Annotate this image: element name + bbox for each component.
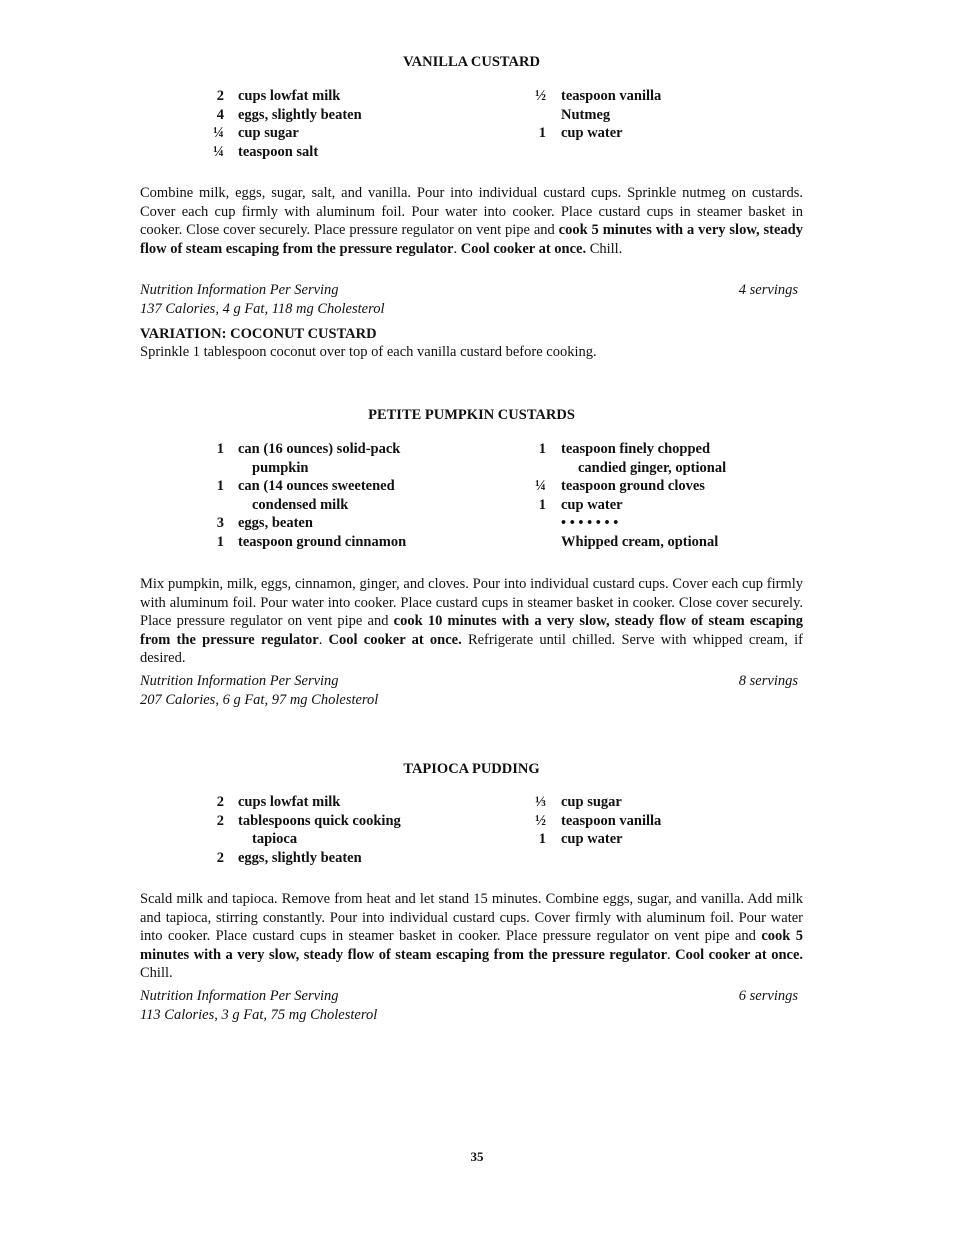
ingredient-qty: 1 (538, 496, 546, 513)
ingredient-row (140, 514, 803, 533)
variation-title: VARIATION: COCONUT CUSTARD (140, 326, 377, 342)
ingredients-right-pumpkin (140, 440, 803, 552)
ingredient-qty: 2 (216, 849, 224, 866)
directions-vanilla (140, 184, 803, 258)
ingredient-text: cup water (561, 831, 623, 848)
directions-text: Refrigerate until chilled. Serve with whipped cream, if desired. (140, 631, 804, 667)
ingredient-qty: 3 (216, 515, 224, 532)
ingredient-qty: 2 (216, 794, 224, 810)
ingredient-text: condensed milk (252, 496, 349, 513)
ingredient-qty: 4 (216, 106, 224, 123)
ingredient-qty: 1 (538, 441, 546, 457)
directions-text: . (453, 240, 461, 257)
ingredient-row (140, 143, 803, 162)
ingredient-text: cup sugar (561, 794, 622, 810)
ingredient-row (140, 793, 803, 812)
ingredient-text: Nutmeg (561, 106, 611, 123)
directions-tapioca (140, 890, 803, 983)
ingredient-text: teaspoon ground cinnamon (238, 533, 407, 550)
nutrition-tapioca (140, 987, 798, 1024)
ingredient-separator: • • • • • • • (561, 515, 619, 532)
directions-text: Combine milk, eggs, sugar, salt, and vanilla. Pour into individual custard cups. Sprinkle nutmeg on custards. Cover each cup firmly with aluminum foil. Pour water into cooker. Place custard cups in steamer basket in cooker. Close cover securely. Place pressure regulator on vent pipe and (140, 185, 803, 239)
servings: 8 servings (738, 673, 798, 689)
ingredient-qty: 2 (216, 88, 224, 104)
ingredient-qty: ¼ (535, 478, 546, 495)
ingredient-qty: 2 (216, 812, 224, 829)
ingredient-qty: ½ (535, 812, 546, 829)
ingredients-right-vanilla (140, 87, 803, 143)
ingredient-text: candied ginger, optional (578, 459, 727, 476)
ingredient-text: cups lowfat milk (238, 88, 341, 104)
ingredient-qty: 1 (216, 478, 224, 495)
ingredient-text: Whipped cream, optional (561, 533, 719, 550)
ingredient-row (140, 477, 803, 496)
ingredients-right-tapioca (140, 793, 803, 849)
recipe-title-vanilla-custard: VANILLA CUSTARD (403, 54, 540, 70)
ingredient-row (140, 849, 803, 868)
nutrition-vanilla (140, 281, 798, 318)
servings: 4 servings (738, 282, 798, 298)
ingredient-text: teaspoon salt (238, 143, 319, 160)
ingredient-text: pumpkin (252, 459, 309, 476)
ingredient-row (140, 106, 803, 125)
nutrition-label: Nutrition Information Per Serving (140, 673, 339, 689)
ingredient-text: cup sugar (238, 125, 299, 142)
ingredient-text: tapioca (252, 831, 298, 848)
page-number: 35 (470, 1149, 484, 1164)
ingredient-qty: 1 (216, 533, 224, 550)
ingredient-row (140, 496, 803, 515)
directions-text: . (667, 946, 676, 963)
recipe-title-pumpkin-custards: PETITE PUMPKIN CUSTARDS (368, 407, 575, 423)
directions-text: Mix pumpkin, milk, eggs, cinnamon, ginger, and cloves. Pour into individual custard cups. Cover each cup firmly with aluminum foil. Pour water into cooker. Place custard cups in steamer basket in cooker. Close cover securely. Place pressure regulator on vent pipe and (140, 576, 803, 630)
ingredient-row (140, 812, 803, 831)
ingredient-row (140, 533, 803, 552)
ingredient-text: teaspoon vanilla (561, 812, 662, 829)
nutrition-label: Nutrition Information Per Serving (140, 988, 339, 1004)
ingredient-text: teaspoon ground cloves (561, 478, 705, 495)
directions-text: Chill. (586, 240, 623, 257)
ingredient-row (140, 459, 803, 478)
ingredient-qty: ¼ (213, 125, 224, 142)
ingredient-row (140, 830, 803, 849)
ingredient-text: teaspoon vanilla (561, 88, 662, 104)
nutrition-label: Nutrition Information Per Serving (140, 282, 339, 298)
nutrition-values: 207 Calories, 6 g Fat, 97 mg Cholesterol (140, 691, 379, 708)
servings: 6 servings (738, 988, 798, 1004)
ingredient-qty: ⅓ (535, 794, 546, 810)
ingredient-text: eggs, beaten (238, 515, 313, 532)
ingredient-text: teaspoon finely chopped (561, 441, 711, 457)
directions-text: Scald milk and tapioca. Remove from heat and let stand 15 minutes. Combine eggs, sugar, and vanilla. Add milk and tapioca, stirring constantly. Pour into individual custard cups. Cover firmly with aluminum foil. Pour water into cooker. Place custard cups in steamer basket in cooker. Place pressure regulator on vent pipe and (140, 891, 803, 945)
variation-text: Sprinkle 1 tablespoon coconut over top of each vanilla custard before cooking. (140, 344, 597, 360)
ingredient-text: eggs, slightly beaten (238, 849, 362, 866)
directions-pumpkin (140, 575, 803, 668)
ingredient-qty: 1 (216, 441, 224, 457)
directions-bold: cook 5 minutes with a very slow, steady flow of steam escaping from the pressure regulator (140, 222, 803, 257)
ingredient-row (140, 87, 803, 106)
recipe-title-tapioca-pudding: TAPIOCA PUDDING (403, 761, 540, 777)
directions-bold: Cool cooker at once. (328, 631, 462, 648)
directions-text: Chill. (140, 965, 173, 982)
ingredient-text: eggs, slightly beaten (238, 106, 362, 123)
directions-bold: Cool cooker at once. (460, 240, 587, 257)
ingredient-qty: 1 (538, 831, 546, 848)
ingredient-text: cups lowfat milk (238, 794, 341, 810)
nutrition-pumpkin (140, 672, 798, 709)
nutrition-values: 137 Calories, 4 g Fat, 118 mg Cholesterol (140, 300, 385, 317)
ingredient-qty: ¼ (213, 143, 224, 160)
ingredient-qty: 1 (538, 125, 546, 142)
ingredient-row (140, 440, 803, 459)
ingredient-text: cup water (561, 125, 623, 142)
ingredient-text: cup water (561, 496, 623, 513)
nutrition-values: 113 Calories, 3 g Fat, 75 mg Cholesterol (140, 1006, 378, 1023)
ingredient-qty: ½ (535, 88, 546, 104)
directions-bold: Cool cooker at once. (675, 946, 804, 963)
directions-text: . (318, 631, 329, 648)
ingredient-row (140, 124, 803, 143)
directions-bold: cook 5 minutes with a very slow, steady flow of steam escaping from the pressure regulator (140, 928, 804, 963)
ingredient-text: can (14 ounces sweetened (238, 478, 395, 495)
ingredient-text: tablespoons quick cooking (238, 812, 401, 829)
ingredient-text: can (16 ounces) solid-pack (238, 441, 401, 457)
directions-bold: cook 10 minutes with a very slow, steady flow of steam escaping from the pressure regulator (140, 613, 803, 648)
